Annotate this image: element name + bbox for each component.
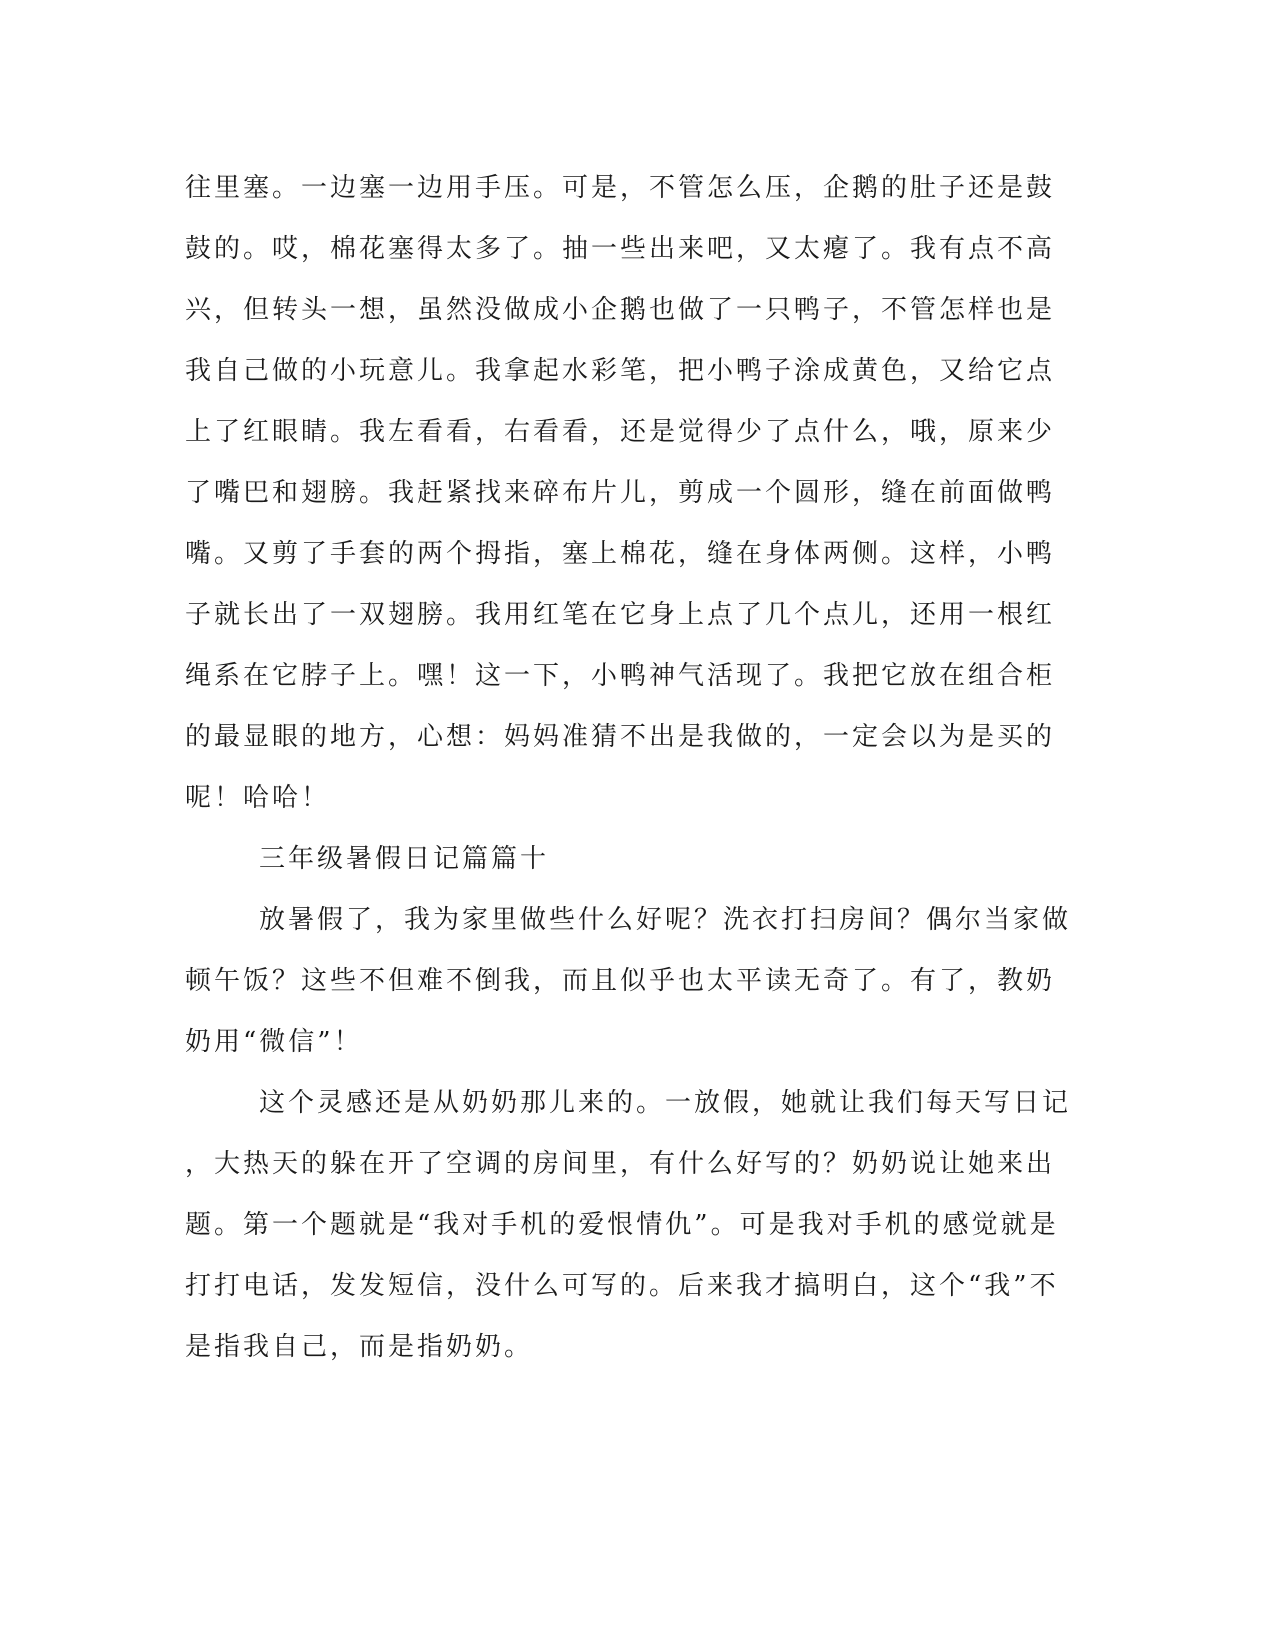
text-line: 鼓的。哎，棉花塞得太多了。抽一些出来吧，又太瘪了。我有点不高: [185, 234, 1056, 264]
text-line: 的最显眼的地方，心想：妈妈准猜不出是我做的，一定会以为是买的: [185, 722, 1056, 752]
text-line: 呢！哈哈！: [185, 783, 331, 813]
paragraph: [185, 158, 1085, 829]
paragraph: [185, 890, 1085, 1073]
document-body: [185, 158, 1085, 1378]
text-line: 是指我自己，而是指奶奶。: [185, 1332, 534, 1362]
text-line: 顿午饭？这些不但难不倒我，而且似乎也太平读无奇了。有了，教奶: [185, 966, 1056, 996]
text-line: 绳系在它脖子上。嘿！这一下，小鸭神气活现了。我把它放在组合柜: [185, 661, 1056, 691]
text-line: 了嘴巴和翅膀。我赶紧找来碎布片儿，剪成一个圆形，缝在前面做鸭: [185, 478, 1056, 508]
text-line: 嘴。又剪了手套的两个拇指，塞上棉花，缝在身体两侧。这样，小鸭: [185, 539, 1056, 569]
text-line: 子就长出了一双翅膀。我用红笔在它身上点了几个点儿，还用一根红: [185, 600, 1056, 630]
text-line: 奶用“微信”！: [185, 1027, 363, 1057]
text-line: 放暑假了，我为家里做些什么好呢？洗衣打扫房间？偶尔当家做: [259, 905, 1072, 935]
text-line: 兴，但转头一想，虽然没做成小企鹅也做了一只鸭子，不管怎样也是: [185, 295, 1056, 325]
text-line: 这个灵感还是从奶奶那儿来的。一放假，她就让我们每天写日记: [259, 1088, 1072, 1118]
heading-text: 三年级暑假日记篇篇十: [259, 844, 550, 874]
text-line: 上了红眼睛。我左看看，右看看，还是觉得少了点什么，哦，原来少: [185, 417, 1056, 447]
section-heading: [185, 829, 1085, 890]
text-line: 题。第一个题就是“我对手机的爱恨情仇”。可是我对手机的感觉就是: [185, 1210, 1059, 1240]
paragraph: [185, 1073, 1085, 1378]
text-line: 往里塞。一边塞一边用手压。可是，不管怎么压，企鹅的肚子还是鼓: [185, 173, 1056, 203]
text-line: ，大热天的躲在开了空调的房间里，有什么好写的？奶奶说让她来出: [185, 1149, 1056, 1179]
text-line: 打打电话，发发短信，没什么可写的。后来我才搞明白，这个“我”不: [185, 1271, 1059, 1301]
text-line: 我自己做的小玩意儿。我拿起水彩笔，把小鸭子涂成黄色，又给它点: [185, 356, 1056, 386]
